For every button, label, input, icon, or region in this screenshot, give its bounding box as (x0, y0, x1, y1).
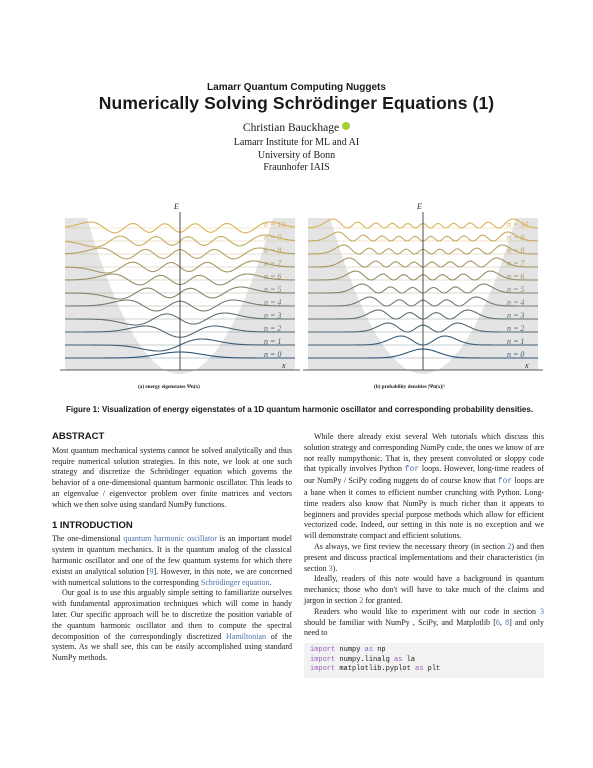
affiliation-1: Lamarr Institute for ML and AI (233, 137, 360, 148)
intro-paragraph-1: The one-dimensional quantum harmonic oscillator is an important model system in quantum mechanics. It is the quantum analog of the classical harmonic oscillator and one of the few quantum systems for which there existst an analytical solution [9]. However, in this note, we are concerned with numerical solutions to the corresponding Schrödinger equation. (52, 534, 292, 587)
level-label: n = 5 (264, 285, 282, 294)
intro-heading: 1 INTRODUCTION (52, 519, 133, 531)
author-name: Christian Bauckhage (242, 122, 340, 134)
paper-title: Numerically Solving Schrödinger Equations (1) (98, 93, 495, 113)
abstract-heading: ABSTRACT (52, 431, 105, 442)
paper-series-title: Lamarr Quantum Computing Nuggets (207, 82, 386, 93)
level-label: n = 10 (264, 220, 286, 229)
left-column (52, 432, 292, 664)
level-label: n = 0 (507, 350, 525, 359)
citation-link[interactable]: 6 (495, 617, 500, 627)
code-line: import matplotlib.pyplot as plt (310, 665, 441, 674)
orcid-icon[interactable] (342, 122, 350, 130)
code-line: import numpy as np (310, 646, 386, 655)
level-label: n = 1 (264, 337, 282, 346)
section-link[interactable]: 2 (359, 595, 364, 605)
level-label: n = 8 (507, 246, 525, 255)
intro-paragraph-2: Our goal is to use this arguably simple setting to familiarize ourselves with fundamental approximation techniques which will come in handy later. Our specific approach will be to discretize the position variable of the quantum harmonic oscillator and then to compute the spectral decomposition of the correspondingly discretized Hamiltonian of the system. As we shall see, this can be easily accomplished using standard NumPy methods. (52, 588, 293, 663)
axis-label-e: E (417, 202, 422, 211)
code-block (304, 643, 544, 678)
right-paragraph-3: Ideally, readers of this note would have a background in quantum mechanics; those who don't will have to take much of the claims and jargon in section 2 for granted. (304, 574, 544, 605)
right-paragraph-1: While there already exist several Web tutorials which discuss this solution strategy and corresponding NumPy code, the ones we know of are not really numpythonic. That is, they present convoluted or sloppy code that typically involves Python for loops. However, long-time readers of our NumPy / SciPy coding nuggets do of course know that for loops are a bane when it comes to efficient number crunching with Python. Long-time readers also know that NumPy is much richer than it appears to beginners and provides special purpose methods which allow for efficient vectorized code. Indeed, our setting in this note is no exception and we will demonstrate compact and efficient solutions. (304, 432, 544, 541)
level-label: n = 2 (507, 324, 525, 333)
figure-panel-eigenstates (60, 200, 300, 380)
level-label: n = 10 (507, 220, 529, 229)
section-link[interactable]: 2 (507, 541, 512, 551)
right-paragraph-4: Readers who would like to experiment with our code in section 3 should be familiar with NumPy , SciPy, and Matplotlib [6, 8] and only need to (304, 606, 544, 638)
right-column (304, 432, 544, 678)
subcaption-b: (b) probability densities |Ψn(x)|² (374, 384, 445, 390)
level-label: n = 3 (264, 311, 282, 320)
section-link[interactable]: 3 (328, 563, 333, 573)
code-line: import numpy.linalg as la (310, 655, 416, 664)
level-label: n = 8 (264, 246, 282, 255)
level-label: n = 6 (507, 272, 525, 281)
axis-label-x: x (525, 361, 529, 370)
level-label: n = 6 (264, 272, 282, 281)
affiliation-2: University of Bonn (257, 149, 336, 161)
subcaption-a: (a) energy eigenstates Ψn(x) (138, 384, 200, 390)
level-label: n = 7 (507, 259, 525, 268)
level-label: n = 9 (264, 233, 282, 242)
abstract-text: Most quantum mechanical systems cannot be solved analytically and thus require numerical solution strategies. In this note, we look at one such strategy and discretize the Schrödinger equation which governs the behavior of a one-dimensional quantum harmonic oscillator. This leads to an eigenvalue / eigenvector problem over finite matrices and vectors which we then solve using standard NumPy functions. (52, 445, 292, 509)
link-quantum-harmonic-oscillator[interactable]: quantum harmonic oscillator (123, 534, 217, 544)
affiliation-3: Fraunhofer IAIS (263, 162, 330, 173)
code-for-keyword: for (497, 477, 513, 487)
level-label: n = 4 (264, 298, 282, 307)
author-line (0, 122, 593, 134)
link-schrodinger-equation[interactable]: Schrödinger equation (200, 577, 270, 587)
figure-panel-densities (303, 200, 543, 380)
level-label: n = 4 (507, 298, 525, 307)
level-label: n = 3 (507, 311, 525, 320)
code-for-keyword: for (404, 465, 420, 475)
level-label: n = 1 (507, 337, 525, 346)
level-label: n = 9 (507, 233, 525, 242)
citation-link[interactable]: 9 (149, 566, 154, 576)
link-hamiltonian[interactable]: Hamiltonian (226, 631, 267, 641)
axis-label-e: E (174, 202, 179, 211)
level-label: n = 5 (507, 285, 525, 294)
figure-caption: Figure 1: Visualization of energy eigenstates of a 1D quantum harmonic oscillator and corresponding probability densities. (66, 405, 534, 414)
right-paragraph-2: As always, we first review the necessary theory (in section 2) and then present and discuss practical implementations and their characteristics (in section 3). (304, 541, 544, 573)
level-label: n = 7 (264, 259, 282, 268)
section-link[interactable]: 3 (540, 606, 544, 616)
axis-label-x: x (282, 361, 286, 370)
level-label: n = 0 (264, 350, 282, 359)
level-label: n = 2 (264, 324, 282, 333)
citation-link[interactable]: 8 (505, 617, 510, 627)
